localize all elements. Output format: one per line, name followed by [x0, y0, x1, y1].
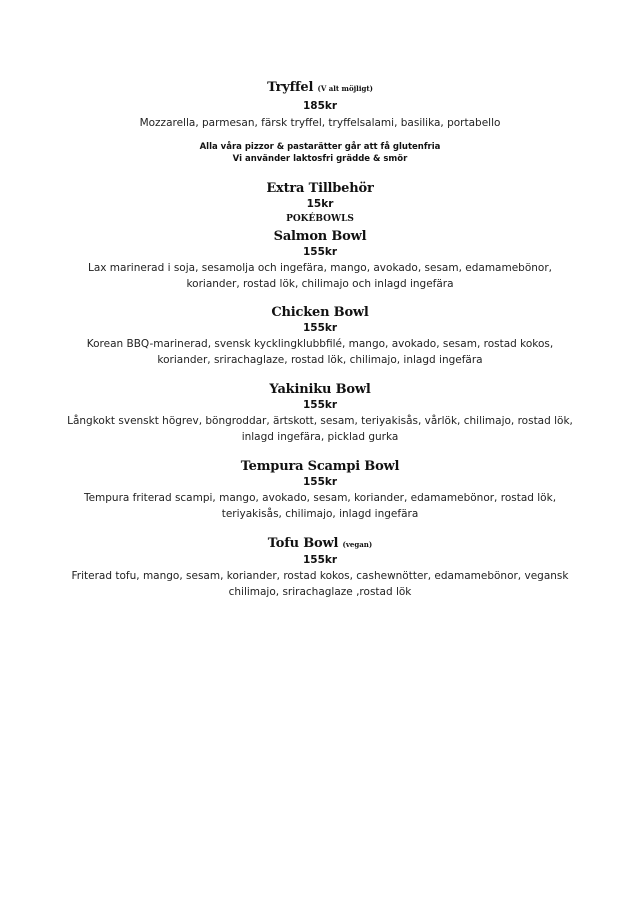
menu-item-extra: [0, 181, 640, 212]
item-title: [0, 80, 640, 97]
item-price: 185kr: [302, 100, 338, 112]
item-title-text: Tryffel: [267, 80, 314, 95]
item-title: Extra Tillbehör: [266, 181, 374, 196]
item-price: 155kr: [302, 399, 338, 411]
notices: [0, 141, 640, 165]
item-description-line2: koriander, rostad lök, chilimajo och inlagd ingefära: [186, 278, 454, 290]
item-price: 155kr: [302, 554, 338, 566]
item-description-line2: koriander, srirachaglaze, rostad lök, chilimajo, inlagd ingefära: [157, 354, 483, 366]
item-description-line1: Tempura friterad scampi, mango, avokado, sesam, koriander, edamamebönor, rostad lök,: [83, 492, 557, 504]
menu-item-tempura-scampi-bowl: [0, 459, 640, 522]
item-title-text: Tofu Bowl: [267, 536, 339, 551]
notice-gluten-free: Alla våra pizzor & pastarätter går att få glutenfria: [199, 142, 441, 152]
menu-item-tofu-bowl: [0, 536, 640, 600]
item-price: 155kr: [302, 322, 338, 334]
item-description-line1: Friterad tofu, mango, sesam, koriander, rostad kokos, cashewnötter, edamamebönor, vegansk: [71, 570, 569, 582]
section-pokebowls: [0, 213, 640, 226]
item-title: Salmon Bowl: [273, 229, 367, 244]
item-price: 155kr: [302, 476, 338, 488]
item-description-line2: chilimajo, srirachaglaze ,rostad lök: [228, 586, 412, 598]
menu-item-chicken-bowl: [0, 305, 640, 368]
item-price: 15kr: [306, 198, 334, 210]
item-price: 155kr: [302, 246, 338, 258]
item-title: Chicken Bowl: [271, 305, 369, 320]
item-description: Mozzarella, parmesan, färsk tryffel, tryffelsalami, basilika, portabello: [139, 117, 501, 129]
item-description-line1: Långkokt svenskt högrev, böngroddar, ärtskott, sesam, teriyakisås, vårlök, chilimajo, rostad lök,: [67, 415, 573, 427]
menu-item-salmon-bowl: [0, 229, 640, 292]
item-description-line1: Korean BBQ-marinerad, svensk kycklingklubbfilé, mango, avokado, sesam, rostad kokos,: [86, 338, 554, 350]
item-note: (vegan): [342, 540, 373, 549]
item-title: [0, 536, 640, 553]
notice-lactose-free: Vi använder laktosfri grädde & smör: [232, 154, 408, 164]
item-title: Yakiniku Bowl: [269, 382, 371, 397]
item-description-line1: Lax marinerad i soja, sesamolja och ingefära, mango, avokado, sesam, edamamebönor,: [87, 262, 553, 274]
item-description-line2: teriyakisås, chilimajo, inlagd ingefära: [221, 508, 419, 520]
item-title: Tempura Scampi Bowl: [240, 459, 400, 474]
item-note: (V alt möjligt): [317, 84, 373, 93]
section-label: POKÉBOWLS: [286, 214, 354, 224]
item-description-line2: inlagd ingefära, picklad gurka: [241, 431, 399, 443]
menu-item-tryffel: [0, 80, 640, 131]
menu-item-yakiniku-bowl: [0, 382, 640, 445]
